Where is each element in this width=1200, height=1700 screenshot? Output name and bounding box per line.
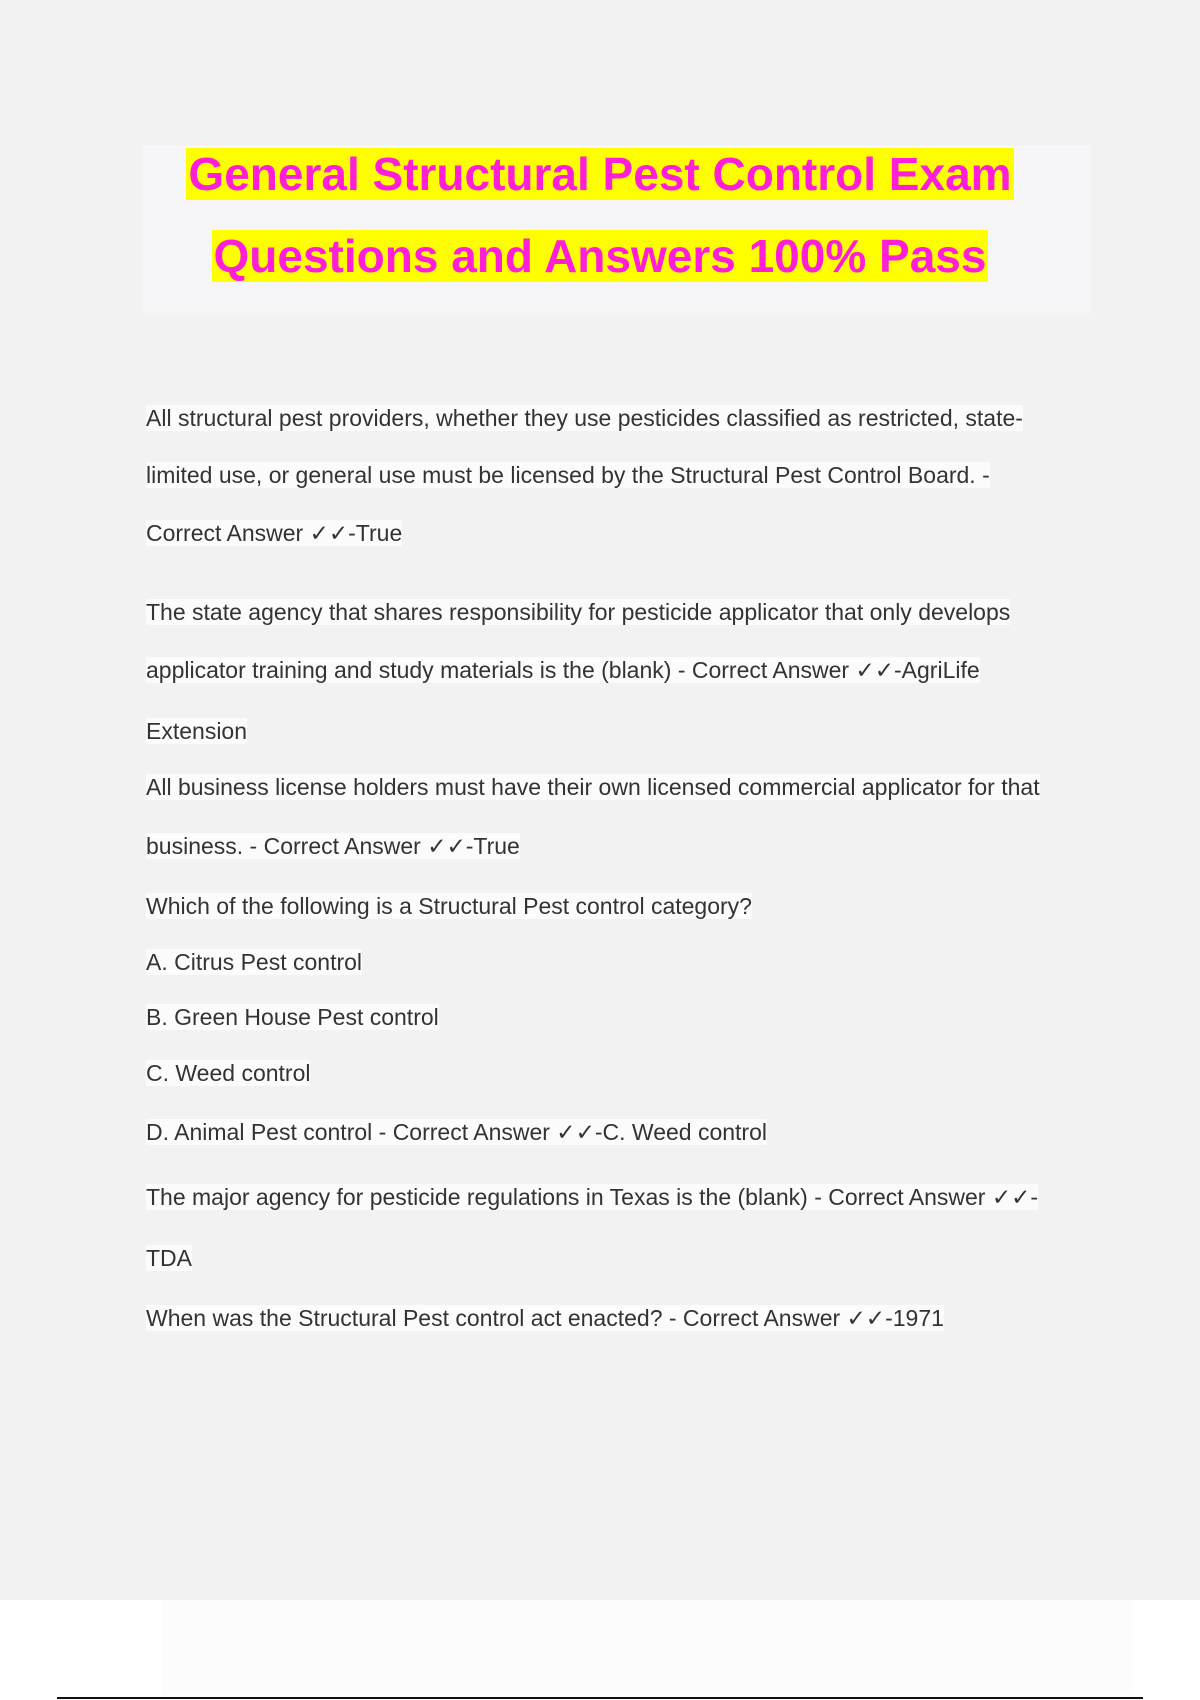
- question-4-text: Which of the following is a Structural Pest control category?: [146, 893, 752, 919]
- footer-rule: [57, 1697, 1143, 1699]
- next-page-strip: [162, 1600, 1132, 1695]
- question-4-option-b: B. Green House Pest control: [146, 1004, 439, 1030]
- question-5-line-1: The major agency for pesticide regulations in Texas is the (blank) - Correct Answer ✓✓-: [146, 1184, 1039, 1210]
- question-3-answer: business. - Correct Answer ✓✓-True: [146, 833, 520, 859]
- question-5-answer: TDA: [146, 1245, 192, 1271]
- question-2-line-1: The state agency that shares responsibility for pesticide applicator that only develops: [146, 599, 1011, 625]
- question-3-line-1: All business license holders must have their own licensed commercial applicator for that: [146, 774, 1040, 800]
- question-4-option-c: C. Weed control: [146, 1060, 311, 1086]
- question-1-answer: Correct Answer ✓✓-True: [146, 520, 403, 546]
- document-title-line-1: General Structural Pest Control Exam: [188, 148, 1012, 200]
- question-4-option-d-answer: D. Animal Pest control - Correct Answer ✓✓-C. Weed control: [146, 1119, 767, 1145]
- question-6-text: When was the Structural Pest control act enacted? - Correct Answer ✓✓-1971: [146, 1305, 944, 1331]
- question-4-option-a: A. Citrus Pest control: [146, 949, 363, 975]
- document-title-line-2: Questions and Answers 100% Pass: [213, 230, 987, 282]
- question-1-line-2: limited use, or general use must be licensed by the Structural Pest Control Board. -: [146, 462, 990, 488]
- question-2-answer: Extension: [146, 718, 248, 744]
- question-1-line-1: All structural pest providers, whether they use pesticides classified as restricted, state-: [146, 405, 1023, 431]
- question-2-line-2: applicator training and study materials is the (blank) - Correct Answer ✓✓-AgriLife: [146, 657, 980, 683]
